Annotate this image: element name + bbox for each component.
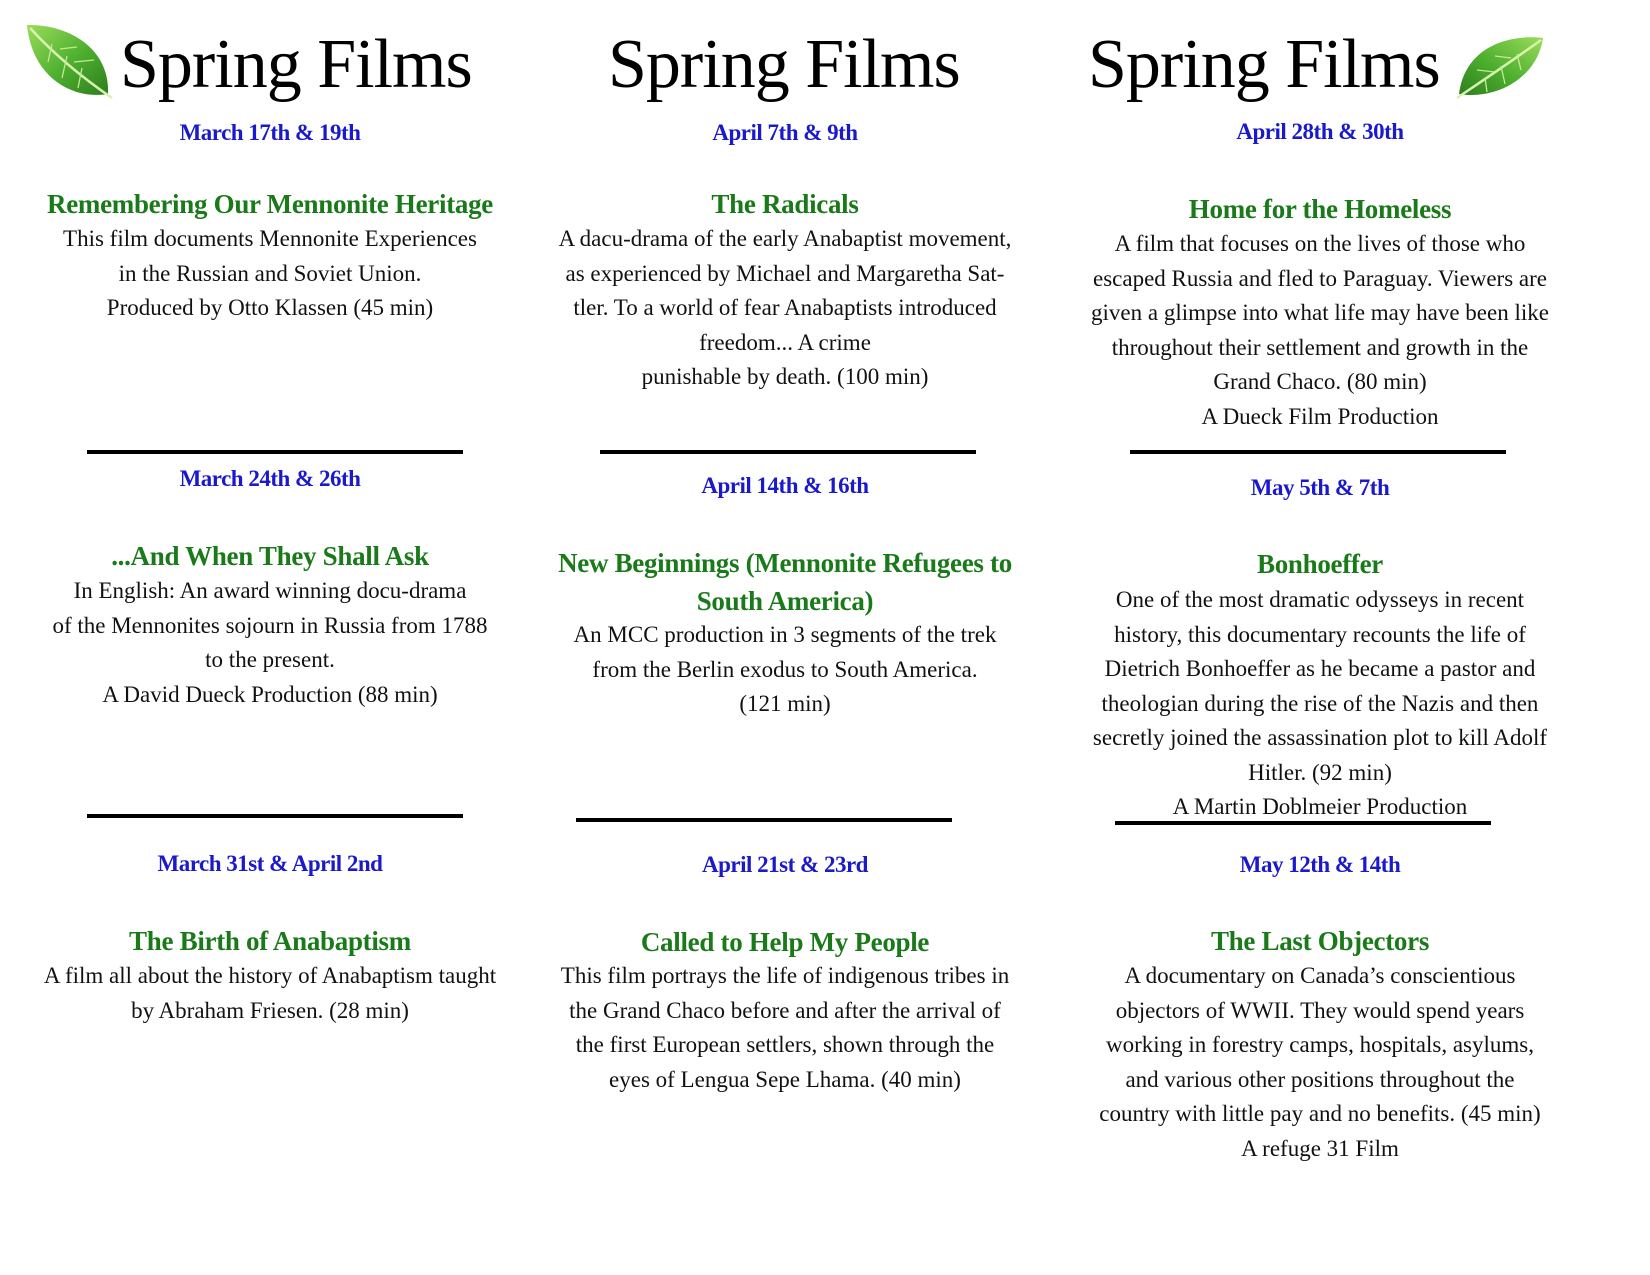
screening-date: April 14th & 16th	[701, 473, 869, 498]
film-description: A film that focuses on the lives of those who escaped Russia and fled to Paraguay. Viewers are given a glimpse into what life may have been like throughout their settlement and growth in the Grand Chaco. (80 min) A Dueck Film Production	[1091, 231, 1549, 429]
divider	[87, 450, 463, 454]
film-title: Called to Help My People	[640, 927, 930, 957]
film-description: A documentary on Canada’s conscientious objectors of WWII. They would spend years working in forestry camps, hospitals, asylums, and various other positions throughout the country with little pay and no benefits. (45 min) A refuge 31 Film	[1099, 963, 1541, 1161]
screening-date: April 7th & 9th	[712, 120, 858, 145]
film-title: New Beginnings (Mennonite Refugees to South America)	[558, 548, 1012, 616]
leaf-icon	[22, 22, 117, 102]
screening-date: March 31st & April 2nd	[157, 851, 383, 876]
divider	[600, 450, 976, 454]
page-title: Spring Films	[1088, 26, 1440, 103]
screening-date: May 12th & 14th	[1239, 852, 1401, 877]
divider	[576, 818, 952, 822]
screening-date: March 24th & 26th	[179, 466, 361, 491]
film-title: Home for the Homeless	[1188, 194, 1452, 224]
leaf-icon	[1455, 34, 1547, 100]
divider	[87, 814, 463, 818]
screening-date: March 17th & 19th	[179, 120, 361, 145]
column-2	[525, 0, 1045, 1275]
page-title: Spring Films	[120, 26, 472, 103]
film-description: An MCC production in 3 segments of the trek from the Berlin exodus to South America. (121 min)	[573, 622, 997, 716]
film-description: One of the most dramatic odysseys in recent history, this documentary recounts the life of Dietrich Bonhoeffer as he became a pastor and theologian during the rise of the Nazis and then secretly joined the assassination plot to kill Adolf Hitler. (92 min) A Martin Doblmeier Production	[1092, 587, 1548, 819]
screening-date: April 21st & 23rd	[702, 852, 868, 877]
film-description: In English: An award winning docu-drama of the Mennonites sojourn in Russia from 1788 to the present. A David Dueck Production (88 min)	[52, 578, 488, 707]
column-1	[10, 0, 530, 1275]
column-3	[1080, 0, 1560, 1275]
film-title: Remembering Our Mennonite Heritage	[47, 189, 493, 219]
film-title: The Last Objectors	[1210, 926, 1430, 956]
film-description: A dacu-drama of the early Anabaptist movement, as experienced by Michael and Margaretha Sat- tler. To a world of fear Anabaptists introduced freedom... A crime punishable by death. (100 min)	[558, 226, 1012, 389]
film-description: A film all about the history of Anabaptism taught by Abraham Friesen. (28 min)	[43, 963, 497, 1023]
screening-date: April 28th & 30th	[1236, 119, 1404, 144]
divider	[1130, 450, 1506, 454]
screening-date: May 5th & 7th	[1250, 475, 1390, 500]
film-description: This film portrays the life of indigenous tribes in the Grand Chaco before and after the arrival of the first European settlers, shown through the eyes of Lengua Sepe Lhama. (40 min)	[560, 963, 1010, 1092]
film-title: The Birth of Anabaptism	[129, 926, 411, 956]
page-title: Spring Films	[608, 26, 960, 103]
film-title: The Radicals	[711, 189, 859, 219]
film-description: This film documents Mennonite Experiences in the Russian and Soviet Union. Produced by Otto Klassen (45 min)	[63, 226, 477, 320]
film-title: Bonhoeffer	[1257, 549, 1383, 579]
divider	[1115, 821, 1491, 825]
film-title: ...And When They Shall Ask	[111, 541, 429, 571]
